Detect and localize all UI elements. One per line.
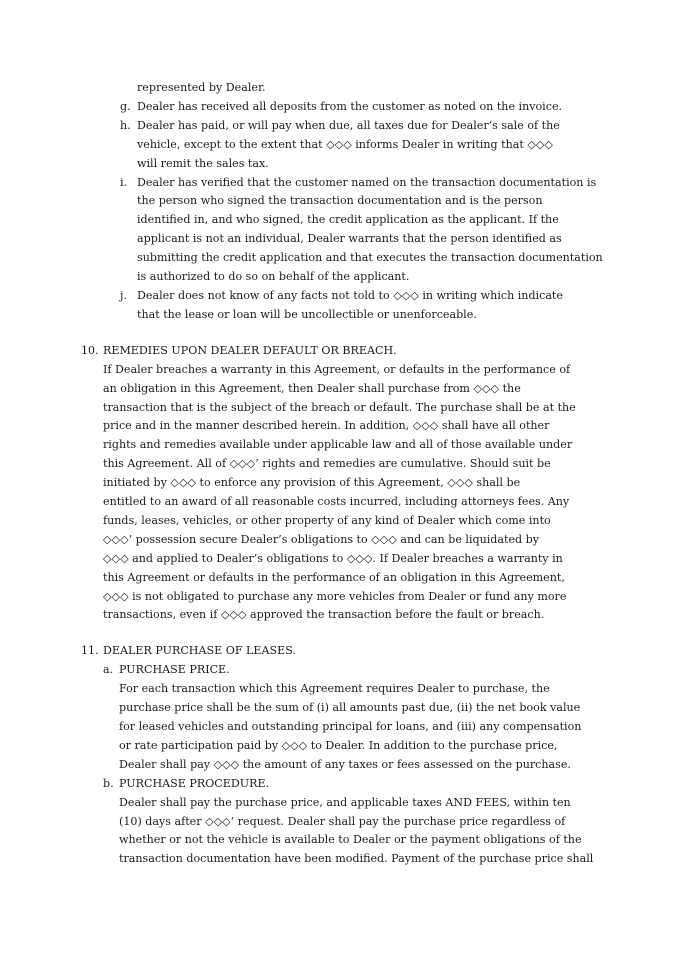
section-10-heading <box>81 342 640 361</box>
text-line: transaction documentation have been modified. Payment of the purchase price shall <box>119 852 594 866</box>
item-marker: j. <box>120 288 127 302</box>
text-line: submitting the credit application and that executes the transaction documentation <box>137 251 603 265</box>
text-line: Dealer shall pay the purchase price, and applicable taxes AND FEES, within ten <box>119 795 571 809</box>
text-line: transactions, even if ◇◇◇ approved the transaction before the fault or breach. <box>103 608 545 622</box>
text-line: will remit the sales tax. <box>137 156 269 170</box>
text-line: transaction that is the subject of the breach or default. The purchase shall be at the <box>103 400 576 414</box>
text-line: whether or not the vehicle is available to Dealer or the payment obligations of the <box>119 833 582 847</box>
item-j <box>120 287 640 325</box>
text-line: or rate participation paid by ◇◇◇ to Dealer. In addition to the purchase price, <box>119 738 558 752</box>
item-marker: h. <box>120 118 131 132</box>
subsection-marker: a. <box>103 663 114 677</box>
text-line: rights and remedies available under applicable law and all of those available under <box>103 438 573 452</box>
text-line: applicant is not an individual, Dealer warrants that the person identified as <box>137 232 562 246</box>
section-11-heading <box>81 642 640 661</box>
section-10-body <box>103 361 640 626</box>
text-line: For each transaction which this Agreement requires Dealer to purchase, the <box>119 682 550 696</box>
text-line: for leased vehicles and outstanding principal for loans, and (iii) any compensation <box>119 720 582 733</box>
item-marker: i. <box>120 175 128 189</box>
section-heading: REMEDIES UPON DEALER DEFAULT OR BREACH. <box>103 343 397 357</box>
item-f-continuation <box>137 79 640 98</box>
section-heading: DEALER PURCHASE OF LEASES. <box>103 644 296 658</box>
text-line: (10) days after ◇◇◇’ request. Dealer shall pay the purchase price regardless of <box>119 814 566 828</box>
subsection-heading: PURCHASE PRICE. <box>119 663 230 677</box>
text-line: price and in the manner described herein. In addition, ◇◇◇ shall have all other <box>103 419 550 433</box>
paragraph-gap <box>0 625 640 642</box>
item-marker: g. <box>120 99 131 113</box>
text-line: vehicle, except to the extent that ◇◇◇ informs Dealer in writing that ◇◇◇ <box>137 137 553 151</box>
subsection-b-body <box>119 794 640 870</box>
text-line: If Dealer breaches a warranty in this Agreement, or defaults in the performance of <box>103 362 571 376</box>
text-line: that the lease or loan will be uncollectible or unenforceable. <box>137 307 477 321</box>
text-line: an obligation in this Agreement, then Dealer shall purchase from ◇◇◇ the <box>103 381 521 395</box>
item-h <box>120 117 640 174</box>
text-line: Dealer has paid, or will pay when due, all taxes due for Dealer’s sale of the <box>137 118 560 132</box>
text-line: initiated by ◇◇◇ to enforce any provision of this Agreement, ◇◇◇ shall be <box>103 476 521 490</box>
subsection-a-body <box>119 680 640 775</box>
text-line: Dealer does not know of any facts not told to ◇◇◇ in writing which indicate <box>137 288 563 302</box>
text-line: this Agreement. All of ◇◇◇’ rights and remedies are cumulative. Should suit be <box>103 457 551 471</box>
text-line: ◇◇◇ and applied to Dealer’s obligations to ◇◇◇. If Dealer breaches a warranty in <box>103 551 563 565</box>
text-line: ◇◇◇’ possession secure Dealer’s obligations to ◇◇◇ and can be liquidated by <box>103 532 540 546</box>
paragraph-gap <box>0 325 640 342</box>
text-line: funds, leases, vehicles, or other property of any kind of Dealer which come into <box>103 513 551 527</box>
item-i <box>120 174 640 287</box>
text-line: purchase price shall be the sum of (i) all amounts past due, (ii) the net book value <box>119 701 581 715</box>
subsection-heading: PURCHASE PROCEDURE. <box>119 776 270 790</box>
text-line: represented by Dealer. <box>137 81 266 94</box>
text-line: is authorized to do so on behalf of the applicant. <box>137 270 410 284</box>
text-line: Dealer has verified that the customer named on the transaction documentation is <box>137 175 597 189</box>
text-line: this Agreement or defaults in the performance of an obligation in this Agreement, <box>103 570 565 584</box>
section-number: 10. <box>81 343 99 357</box>
text-line: entitled to an award of all reasonable costs incurred, including attorneys fees. Any <box>103 495 570 509</box>
text-line: the person who signed the transaction documentation and is the person <box>137 194 543 208</box>
subsection-marker: b. <box>103 776 114 790</box>
item-g <box>120 98 640 117</box>
section-number: 11. <box>81 644 99 658</box>
subsection-b-heading <box>103 775 640 794</box>
subsection-a-heading <box>103 661 640 680</box>
text-line: Dealer has received all deposits from the customer as noted on the invoice. <box>137 99 563 113</box>
text-line: identified in, and who signed, the credit application as the applicant. If the <box>137 213 559 227</box>
text-line: ◇◇◇ is not obligated to purchase any more vehicles from Dealer or fund any more <box>103 589 567 603</box>
text-line: Dealer shall pay ◇◇◇ the amount of any taxes or fees assessed on the purchase. <box>119 757 571 771</box>
